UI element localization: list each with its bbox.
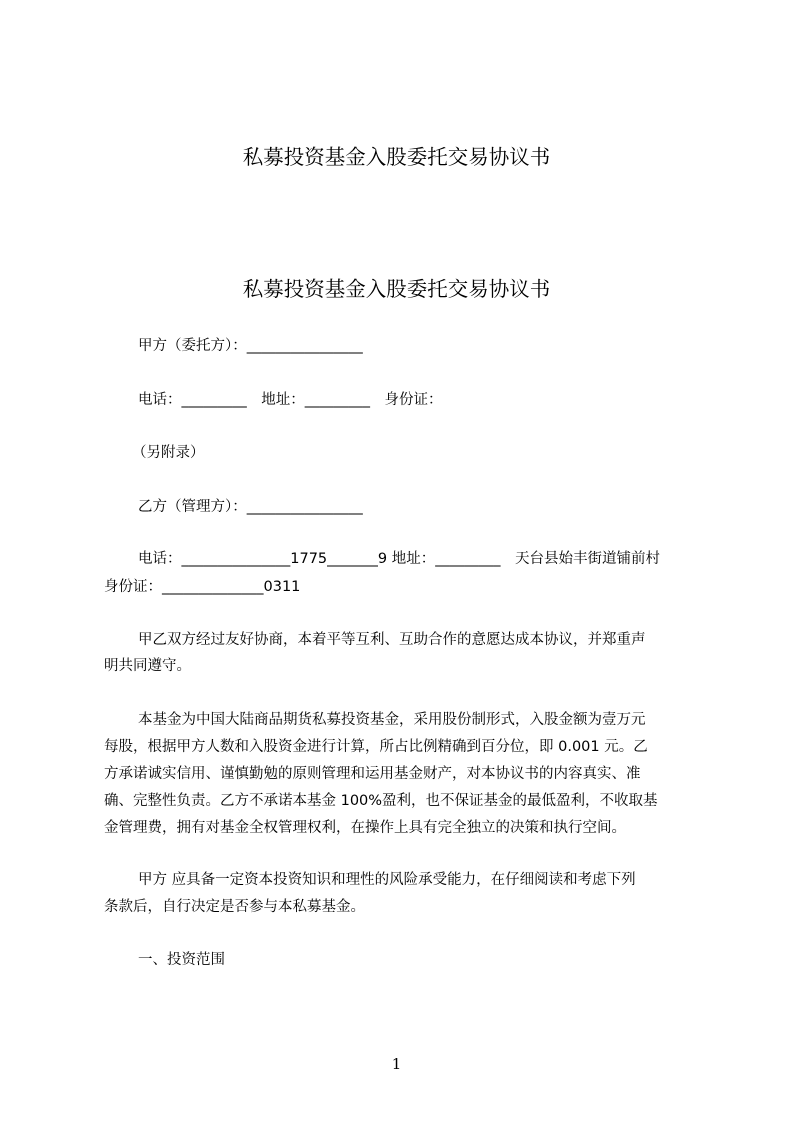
- fund-line-1: 本基金为中国大陆商品期货私募投资基金，采用股份制形式，入股金额为壹万元: [138, 712, 646, 728]
- party-a-blank: ________________: [246, 338, 363, 354]
- risk-line-1: 甲方 应具备一定资本投资知识和理性的风险承受能力，在仔细阅读和考虑下列: [138, 872, 636, 888]
- fund-line-2: 每股，根据甲方人数和入股资金进行计算，所占比例精确到百分位，即 0.001 元。乙: [104, 739, 648, 755]
- page-number: 1: [391, 1055, 402, 1073]
- party-b-id-line: 身份证：______________0311: [104, 579, 301, 595]
- party-a-line: [138, 336, 363, 356]
- party-a-note: （另附录）: [132, 445, 205, 461]
- party-b-blank: ________________: [246, 499, 363, 515]
- section-1-heading: 一、投资范围: [138, 952, 225, 968]
- fund-line-3: 方承诺诚实信用、谨慎勤勉的原则管理和运用基金财产，对本协议书的内容真实、准: [104, 766, 641, 782]
- party-a-contact-line: 电话：_________ 地址：_________ 身份证：: [138, 392, 443, 408]
- consensus-line-1: 甲乙双方经过友好协商，本着平等互利、互助合作的意愿达成本协议，并郑重声: [138, 632, 646, 648]
- party-b-line: [138, 497, 363, 517]
- party-b-contact-line: 电话：_______________1775_______9 地址：_________ 天台县始丰街道铺前村: [138, 551, 660, 567]
- party-b-label: 乙方（管理方）：: [138, 499, 247, 515]
- fund-line-5: 金管理费，拥有对基金全权管理权利，在操作上具有完全独立的决策和执行空间。: [104, 820, 626, 836]
- document-main-title: 私募投资基金入股委托交易协议书: [242, 277, 551, 301]
- risk-line-2: 条款后，自行决定是否参与本私募基金。: [104, 899, 365, 915]
- document-header-title: 私募投资基金入股委托交易协议书: [242, 145, 551, 169]
- fund-line-4: 确、完整性负责。乙方不承诺本基金 100%盈利，也不保证基金的最低盈利，不收取基: [104, 793, 658, 809]
- party-a-label: 甲方（委托方）：: [138, 338, 247, 354]
- consensus-line-2: 明共同遵守。: [104, 658, 191, 674]
